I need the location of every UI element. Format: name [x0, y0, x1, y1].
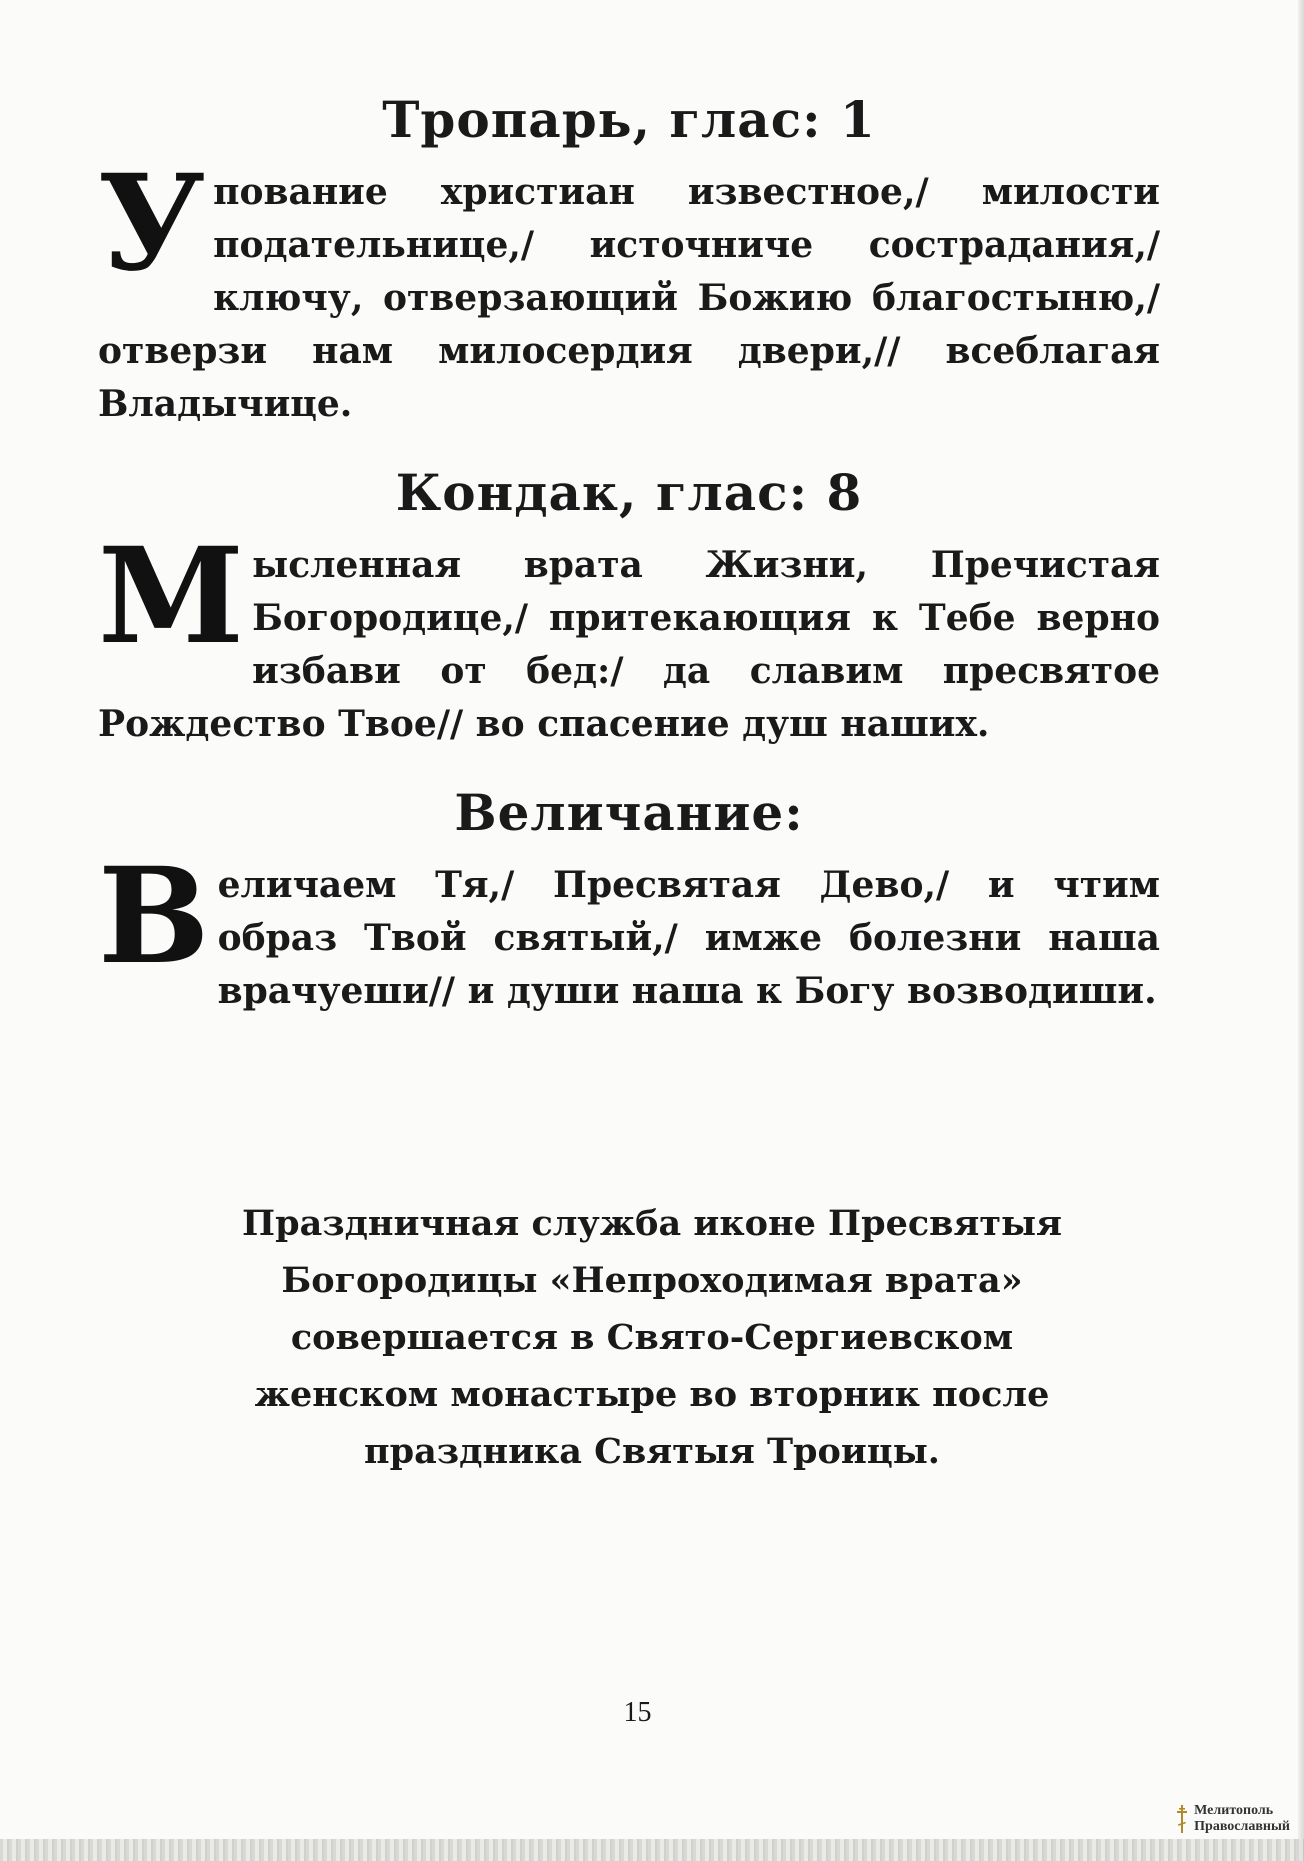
troparion-title: Тропарь, глас: 1 [382, 90, 876, 149]
magnification-dropcap: В [98, 839, 210, 994]
watermark-line-1: Мелитополь [1194, 1803, 1274, 1818]
troparion-section [98, 88, 1160, 431]
main-content [98, 88, 1160, 1048]
watermark-text [1194, 1803, 1290, 1835]
magnification-body: еличаем Тя,/ Пресвятая Дево,/ и чтим образ Твой святый,/ имже болезни наша врачуеши// и души наша к Богу возводиши. [217, 864, 1160, 1012]
watermark-line-2: Православный [1194, 1819, 1290, 1834]
service-note: Праздничная служба иконе Пресвятыя Богородицы «Непроходимая врата» совершается в Свято-Сергиевском женском монастыре во вторник после праздника Святыя Троицы. [242, 1203, 1062, 1472]
kontakion-text [98, 519, 1160, 751]
page-number: 15 [623, 1697, 652, 1728]
scan-edge [1298, 0, 1304, 1861]
troparion-body: пование христиан известное,/ милости подательнице,/ источниче сострадания,/ ключу, отверзающий Божию благостыню,/ отверзи нам милосердия двери,// всеблагая Владычице. [98, 171, 1160, 425]
kontakion-body: ысленная врата Жизни, Пречистая Богородице,/ притекающия к Тебе верно избави от бед:/ да славим пресвятое Рождество Твое// во спасение душ наших. [98, 544, 1160, 745]
orthodox-cross-icon [1174, 1804, 1190, 1834]
kontakion-section [98, 461, 1160, 751]
troparion-dropcap: У [98, 146, 206, 301]
magnification-title: Величание: [454, 783, 804, 842]
troparion-text [98, 146, 1160, 431]
magnification-section [98, 781, 1160, 1018]
scan-bottom-strip [0, 1839, 1304, 1861]
kontakion-dropcap: М [98, 519, 245, 674]
magnification-text [98, 839, 1160, 1018]
site-watermark [1174, 1803, 1290, 1835]
kontakion-title: Кондак, глас: 8 [395, 463, 863, 522]
